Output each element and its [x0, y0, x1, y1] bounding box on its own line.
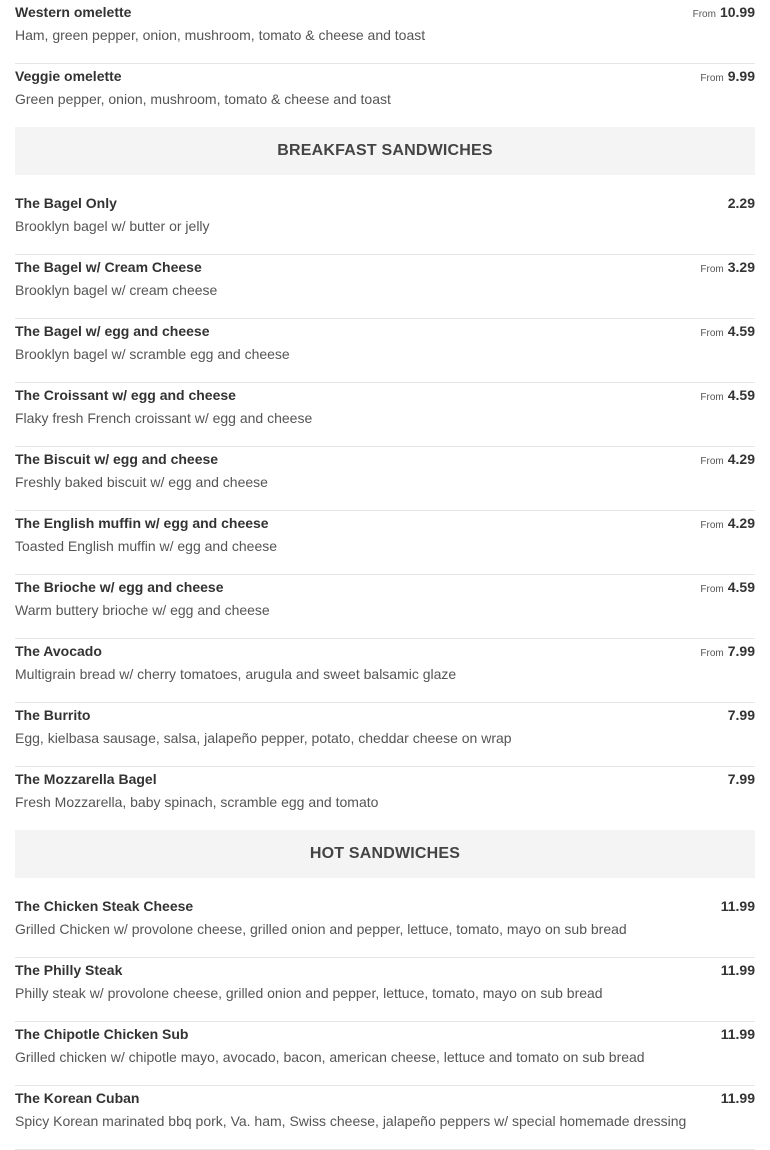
menu-item-price — [700, 387, 755, 403]
price-value: 4.29 — [727, 451, 755, 467]
price-value: 7.99 — [727, 771, 755, 787]
menu-item-name: The English muffin w/ egg and cheese — [15, 515, 269, 531]
section-header-breakfast-sandwiches: BREAKFAST SANDWICHES — [15, 127, 755, 175]
menu-item-price — [700, 643, 755, 659]
menu-item-description: Multigrain bread w/ cherry tomatoes, arugula and sweet balsamic glaze — [15, 666, 457, 682]
menu-item-description: Spicy Korean marinated bbq pork, Va. ham, Swiss cheese, jalapeño peppers w/ special homemade dressing — [15, 1113, 687, 1129]
price-value: 4.59 — [727, 387, 755, 403]
menu-item-name: The Bagel w/ Cream Cheese — [15, 259, 202, 275]
menu-item[interactable] — [15, 383, 755, 447]
menu-item[interactable] — [15, 703, 755, 767]
menu-item-name: The Philly Steak — [15, 962, 123, 978]
price-value: 7.99 — [727, 643, 755, 659]
menu-item-price — [700, 68, 755, 84]
price-value: 7.99 — [727, 707, 755, 723]
menu-item-description: Brooklyn bagel w/ scramble egg and cheese — [15, 346, 290, 362]
menu-item[interactable] — [15, 958, 755, 1022]
menu-item-name: Western omelette — [15, 4, 132, 20]
menu-item-description: Warm buttery brioche w/ egg and cheese — [15, 602, 270, 618]
menu-item-description: Egg, kielbasa sausage, salsa, jalapeño pepper, potato, cheddar cheese on wrap — [15, 730, 512, 746]
menu-item[interactable] — [15, 511, 755, 575]
menu-item-description: Fresh Mozzarella, baby spinach, scramble egg and tomato — [15, 794, 379, 810]
menu-item-name: The Brioche w/ egg and cheese — [15, 579, 224, 595]
menu-item-name: The Mozzarella Bagel — [15, 771, 157, 787]
menu-item-name: The Croissant w/ egg and cheese — [15, 387, 236, 403]
price-value: 4.59 — [727, 323, 755, 339]
menu-item-name: Veggie omelette — [15, 68, 122, 84]
menu-item[interactable] — [15, 639, 755, 703]
menu-item[interactable] — [15, 767, 755, 830]
menu-item-price — [721, 962, 755, 978]
price-value: 11.99 — [720, 1026, 755, 1042]
menu-item-price — [728, 195, 755, 211]
menu-item[interactable] — [15, 0, 755, 64]
menu-item-description: Brooklyn bagel w/ butter or jelly — [15, 218, 210, 234]
menu-item-description: Flaky fresh French croissant w/ egg and cheese — [15, 410, 313, 426]
menu-item-description: Philly steak w/ provolone cheese, grilled onion and pepper, lettuce, tomato, mayo on sub bread — [15, 985, 603, 1001]
menu-item[interactable] — [15, 1022, 755, 1086]
menu-item-price — [700, 451, 755, 467]
price-from-label: From — [700, 648, 724, 659]
menu-item-description: Brooklyn bagel w/ cream cheese — [15, 282, 218, 298]
price-value: 3.29 — [727, 259, 755, 275]
menu-item-description: Toasted English muffin w/ egg and cheese — [15, 538, 278, 554]
menu-item-price — [700, 323, 755, 339]
price-value: 11.99 — [720, 962, 755, 978]
menu-item[interactable] — [15, 64, 755, 127]
price-value: 4.59 — [727, 579, 755, 595]
menu-item[interactable] — [15, 255, 755, 319]
price-from-label: From — [700, 392, 724, 403]
menu-item-description: Green pepper, onion, mushroom, tomato & cheese and toast — [15, 91, 391, 107]
menu-item-description: Freshly baked biscuit w/ egg and cheese — [15, 474, 268, 490]
menu-item-price — [721, 898, 755, 914]
menu-item-price — [693, 4, 755, 20]
menu-item-description: Ham, green pepper, onion, mushroom, tomato & cheese and toast — [15, 27, 426, 43]
menu-item-name: The Bagel w/ egg and cheese — [15, 323, 210, 339]
price-value: 11.99 — [720, 1090, 755, 1106]
menu-item-price — [700, 259, 755, 275]
menu-item-price — [728, 707, 755, 723]
menu-item-name: The Chipotle Chicken Sub — [15, 1026, 189, 1042]
menu-item-price — [721, 1026, 755, 1042]
price-from-label: From — [700, 456, 724, 467]
price-from-label: From — [700, 584, 724, 595]
menu-item-name: The Bagel Only — [15, 195, 117, 211]
menu-item[interactable] — [15, 191, 755, 255]
menu-item-name: The Biscuit w/ egg and cheese — [15, 451, 219, 467]
price-from-label: From — [700, 328, 724, 339]
price-from-label: From — [700, 520, 724, 531]
menu-item-name: The Avocado — [15, 643, 102, 659]
price-from-label: From — [700, 264, 724, 275]
menu-item-name: The Chicken Steak Cheese — [15, 898, 194, 914]
price-from-label: From — [700, 73, 724, 84]
menu-item-price — [728, 771, 755, 787]
menu-item[interactable] — [15, 319, 755, 383]
price-value: 9.99 — [727, 68, 755, 84]
menu-item-description: Grilled Chicken w/ provolone cheese, grilled onion and pepper, lettuce, tomato, mayo on sub bread — [15, 921, 627, 937]
price-value: 11.99 — [720, 898, 755, 914]
menu — [15, 0, 755, 1150]
menu-item[interactable] — [15, 447, 755, 511]
menu-item-price — [700, 579, 755, 595]
menu-item-name: The Burrito — [15, 707, 91, 723]
price-value: 4.29 — [727, 515, 755, 531]
price-value: 10.99 — [719, 4, 755, 20]
section-header-hot-sandwiches: HOT SANDWICHES — [15, 830, 755, 878]
price-value: 2.29 — [727, 195, 755, 211]
menu-item[interactable] — [15, 575, 755, 639]
menu-item[interactable] — [15, 894, 755, 958]
price-from-label: From — [692, 9, 716, 20]
menu-item-name: The Korean Cuban — [15, 1090, 140, 1106]
menu-item-description: Grilled chicken w/ chipotle mayo, avocado, bacon, american cheese, lettuce and tomato on sub bread — [15, 1049, 645, 1065]
menu-item-price — [700, 515, 755, 531]
menu-item-price — [721, 1090, 755, 1106]
menu-item[interactable] — [15, 1086, 755, 1150]
